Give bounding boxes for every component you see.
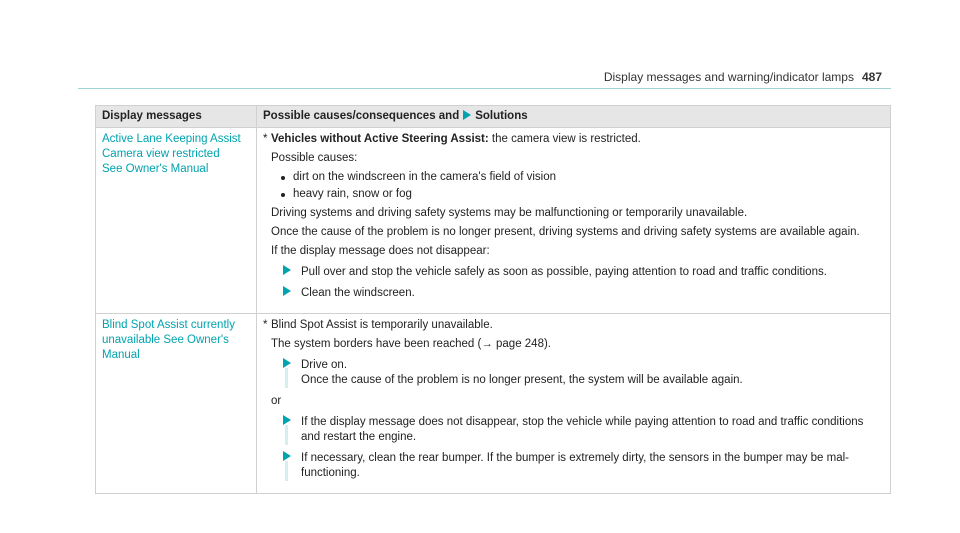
step-text: Clean the windscreen.	[301, 287, 415, 299]
step-text: functioning.	[301, 467, 360, 479]
paragraph: If the display message does not disappear:	[271, 245, 490, 257]
col-header-causes-text: Possible causes/consequences and	[263, 110, 460, 122]
step-text: Pull over and stop the vehicle safely as soon as possible, paying attention to road and traffic conditions.	[301, 266, 827, 278]
col-header-solutions-text: Solutions	[475, 110, 528, 122]
causes-list	[271, 170, 884, 202]
play-triangle-icon	[283, 451, 291, 461]
display-message-line: unavailable See Owner's	[102, 334, 229, 346]
step-text: Drive on.	[301, 359, 348, 371]
step-text: and restart the engine.	[301, 431, 417, 443]
header-title: Display messages and warning/indicator lamps	[603, 70, 854, 84]
lead-line	[263, 318, 884, 333]
page-number: 487	[861, 70, 882, 84]
display-messages-table	[95, 105, 891, 494]
solution-step	[283, 358, 884, 388]
paragraph: Driving systems and driving safety systems may be malfunctioning or temporarily unavailable.	[271, 207, 748, 219]
paragraph: Once the cause of the problem is no longer present, driving systems and driving safety systems are available again.	[271, 226, 860, 238]
lead-line	[263, 132, 884, 147]
col-header-causes	[257, 106, 891, 128]
table-row	[96, 128, 891, 314]
optional-star: *	[263, 319, 268, 331]
table-row	[96, 314, 891, 494]
display-message-line: Camera view restricted	[102, 148, 220, 160]
display-message-cell	[96, 128, 257, 314]
lead-text: Blind Spot Assist is temporarily unavailable.	[271, 319, 493, 331]
display-message-line: See Owner's Manual	[102, 163, 209, 175]
solution-step	[283, 451, 884, 481]
table-header-row	[96, 106, 891, 128]
causes-solutions-cell	[257, 314, 891, 494]
list-item: heavy rain, snow or fog	[271, 187, 884, 202]
play-triangle-icon	[283, 265, 291, 275]
running-header	[0, 70, 882, 84]
step-text: If the display message does not disappear, stop the vehicle while paying attention to road and traffic conditions	[301, 416, 864, 428]
play-triangle-icon	[463, 110, 471, 120]
optional-star: *	[263, 133, 268, 145]
lead-text: the camera view is restricted.	[488, 133, 641, 145]
header-rule	[78, 88, 891, 89]
play-triangle-icon	[283, 415, 291, 425]
display-message-cell	[96, 314, 257, 494]
display-message-line: Active Lane Keeping Assist	[102, 133, 241, 145]
paragraph: The system borders have been reached (→ page 248).	[271, 338, 551, 350]
play-triangle-icon	[283, 286, 291, 296]
step-text: If necessary, clean the rear bumper. If the bumper is extremely dirty, the sensors in the bumper may be mal-	[301, 452, 849, 464]
col-header-messages: Display messages	[96, 106, 257, 128]
causes-solutions-cell	[257, 128, 891, 314]
solution-step	[283, 286, 884, 301]
or-separator: or	[271, 395, 282, 407]
step-text: Once the cause of the problem is no longer present, the system will be available again.	[301, 374, 743, 386]
display-message-line: Manual	[102, 349, 140, 361]
solution-step	[283, 415, 884, 445]
lead-bold: Vehicles without Active Steering Assist:	[271, 133, 489, 145]
display-message-line: Blind Spot Assist currently	[102, 319, 235, 331]
possible-causes-label: Possible causes:	[271, 152, 358, 164]
solution-step	[283, 265, 884, 280]
play-triangle-icon	[283, 358, 291, 368]
list-item: dirt on the windscreen in the camera's field of vision	[271, 170, 884, 185]
